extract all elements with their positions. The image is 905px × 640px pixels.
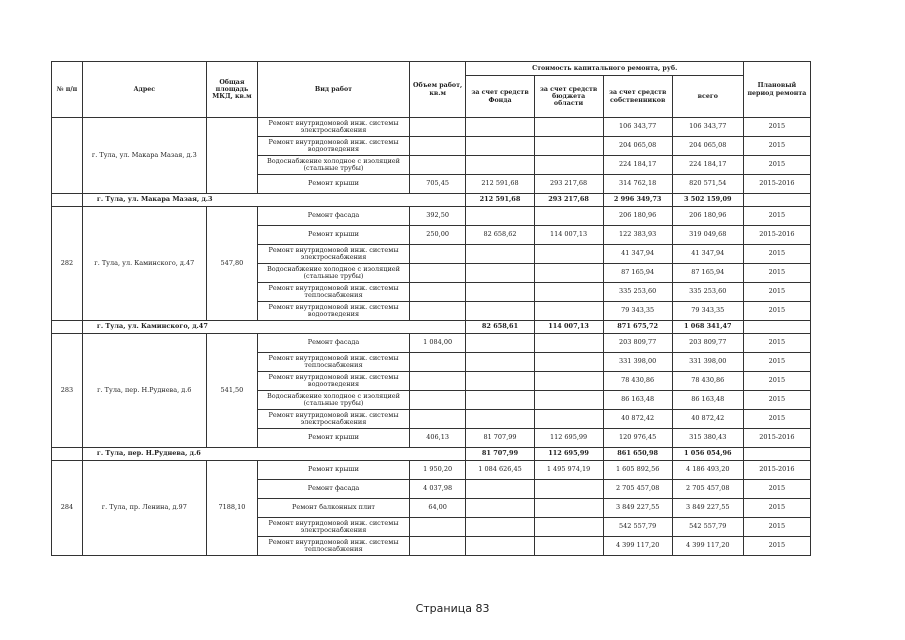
total-address: г. Тула, ул. Макара Мазая, д.3 (82, 194, 466, 207)
header-area: Общая площадь МКД, кв.м (206, 62, 258, 118)
total-region: 112 695,99 (534, 448, 603, 461)
total-row (52, 321, 811, 334)
row-work-type: Ремонт фасада (258, 207, 410, 226)
row-total: 78 430,86 (672, 372, 743, 391)
row-fund (466, 283, 534, 302)
row-work-type: Ремонт крыши (258, 175, 410, 194)
row-total: 315 380,43 (672, 429, 743, 448)
row-total: 86 163,48 (672, 391, 743, 410)
table-row (52, 207, 811, 226)
row-region (534, 245, 603, 264)
row-volume: 64,00 (409, 499, 466, 518)
row-work-type: Ремонт фасада (258, 480, 410, 499)
row-owners: 224 184,17 (603, 156, 672, 175)
row-area (206, 118, 258, 194)
row-region: 1 495 974,19 (534, 461, 603, 480)
header-fund: за счет средств Фонда (466, 76, 534, 118)
row-volume (409, 118, 466, 137)
total-region: 293 217,68 (534, 194, 603, 207)
row-owners: 40 872,42 (603, 410, 672, 429)
total-blank (52, 448, 83, 461)
row-total: 224 184,17 (672, 156, 743, 175)
header-no: № п/п (52, 62, 83, 118)
total-owners: 861 650,98 (603, 448, 672, 461)
row-volume (409, 391, 466, 410)
row-fund (466, 499, 534, 518)
row-owners: 78 430,86 (603, 372, 672, 391)
row-owners: 87 165,94 (603, 264, 672, 283)
row-owners: 2 705 457,08 (603, 480, 672, 499)
row-region (534, 372, 603, 391)
row-owners: 106 343,77 (603, 118, 672, 137)
row-fund (466, 480, 534, 499)
row-work-type: Ремонт балконных плит (258, 499, 410, 518)
table-row (52, 461, 811, 480)
row-region (534, 156, 603, 175)
row-period: 2015-2016 (743, 226, 810, 245)
row-volume: 1 084,00 (409, 334, 466, 353)
row-work-type: Ремонт внутридомовой инж. системы электроснабжения (258, 118, 410, 137)
row-period: 2015 (743, 156, 810, 175)
header-volume: Объем работ, кв.м (409, 62, 466, 118)
row-address: г. Тула, ул. Макара Мазая, д.3 (82, 118, 206, 194)
table-row (52, 118, 811, 137)
header-owners: за счет средств собственников (603, 76, 672, 118)
row-region (534, 353, 603, 372)
row-total: 335 253,60 (672, 283, 743, 302)
row-work-type: Водоснабжение холодное с изоляцией (стальные трубы) (258, 156, 410, 175)
row-owners: 41 347,94 (603, 245, 672, 264)
row-work-type: Ремонт внутридомовой инж. системы теплоснабжения (258, 283, 410, 302)
row-address: г. Тула, пр. Ленина, д.97 (82, 461, 206, 556)
row-volume (409, 283, 466, 302)
row-owners: 206 180,96 (603, 207, 672, 226)
row-period: 2015 (743, 245, 810, 264)
row-address: г. Тула, ул. Каминского, д.47 (82, 207, 206, 321)
row-work-type: Ремонт внутридомовой инж. системы электроснабжения (258, 245, 410, 264)
row-region: 114 007,13 (534, 226, 603, 245)
row-total: 41 347,94 (672, 245, 743, 264)
row-owners: 4 399 117,20 (603, 537, 672, 556)
row-volume (409, 353, 466, 372)
row-volume (409, 518, 466, 537)
total-sum: 1 056 054,96 (672, 448, 743, 461)
header-work-type: Вид работ (258, 62, 410, 118)
row-work-type: Ремонт внутридомовой инж. системы теплоснабжения (258, 537, 410, 556)
row-owners: 122 383,93 (603, 226, 672, 245)
row-volume (409, 537, 466, 556)
total-owners: 2 996 349,73 (603, 194, 672, 207)
capital-repair-table (51, 61, 811, 556)
total-row (52, 448, 811, 461)
row-work-type: Ремонт внутридомовой инж. системы электроснабжения (258, 410, 410, 429)
row-work-type: Водоснабжение холодное с изоляцией (стальные трубы) (258, 391, 410, 410)
row-number: 284 (52, 461, 83, 556)
row-period: 2015 (743, 391, 810, 410)
total-region: 114 007,13 (534, 321, 603, 334)
row-volume: 1 950,20 (409, 461, 466, 480)
row-total: 331 398,00 (672, 353, 743, 372)
row-region (534, 207, 603, 226)
row-period: 2015-2016 (743, 175, 810, 194)
row-work-type: Ремонт крыши (258, 429, 410, 448)
row-period: 2015 (743, 499, 810, 518)
total-sum: 1 068 341,47 (672, 321, 743, 334)
row-period: 2015 (743, 118, 810, 137)
row-fund (466, 264, 534, 283)
row-volume: 705,45 (409, 175, 466, 194)
row-volume: 250,00 (409, 226, 466, 245)
row-volume (409, 264, 466, 283)
row-total: 87 165,94 (672, 264, 743, 283)
row-region (534, 480, 603, 499)
row-period: 2015 (743, 372, 810, 391)
total-fund: 81 707,99 (466, 448, 534, 461)
table-row (52, 334, 811, 353)
row-area: 541,50 (206, 334, 258, 448)
row-total: 319 049,68 (672, 226, 743, 245)
row-total: 542 557,79 (672, 518, 743, 537)
row-volume: 406,13 (409, 429, 466, 448)
total-fund: 82 658,61 (466, 321, 534, 334)
row-total: 203 809,77 (672, 334, 743, 353)
total-period (743, 321, 810, 334)
row-work-type: Ремонт фасада (258, 334, 410, 353)
row-fund (466, 245, 534, 264)
row-area: 547,80 (206, 207, 258, 321)
row-period: 2015 (743, 302, 810, 321)
row-fund (466, 410, 534, 429)
row-owners: 86 163,48 (603, 391, 672, 410)
row-volume (409, 156, 466, 175)
row-region (534, 283, 603, 302)
row-owners: 335 253,60 (603, 283, 672, 302)
row-owners: 120 976,45 (603, 429, 672, 448)
row-fund (466, 334, 534, 353)
row-work-type: Ремонт внутридомовой инж. системы водоотведения (258, 302, 410, 321)
header-total: всего (672, 76, 743, 118)
row-fund: 212 591,68 (466, 175, 534, 194)
row-period: 2015 (743, 264, 810, 283)
row-work-type: Ремонт внутридомовой инж. системы водоотведения (258, 137, 410, 156)
row-owners: 203 809,77 (603, 334, 672, 353)
total-owners: 871 675,72 (603, 321, 672, 334)
row-region (534, 518, 603, 537)
row-fund (466, 156, 534, 175)
row-number: 282 (52, 207, 83, 321)
header-cost-group: Стоимость капитального ремонта, руб. (466, 62, 743, 76)
row-total: 820 571,54 (672, 175, 743, 194)
row-region: 293 217,68 (534, 175, 603, 194)
row-address: г. Тула, пер. Н.Руднева, д.6 (82, 334, 206, 448)
row-fund (466, 537, 534, 556)
row-fund (466, 518, 534, 537)
row-period: 2015-2016 (743, 429, 810, 448)
row-owners: 79 343,35 (603, 302, 672, 321)
row-owners: 314 762,18 (603, 175, 672, 194)
row-fund (466, 353, 534, 372)
row-region: 112 695,99 (534, 429, 603, 448)
row-fund (466, 391, 534, 410)
row-region (534, 334, 603, 353)
row-region (534, 499, 603, 518)
header-period: Плановый период ремонта (743, 62, 810, 118)
row-work-type: Водоснабжение холодное с изоляцией (стальные трубы) (258, 264, 410, 283)
row-region (534, 137, 603, 156)
row-fund (466, 207, 534, 226)
total-period (743, 448, 810, 461)
total-fund: 212 591,68 (466, 194, 534, 207)
row-number: 283 (52, 334, 83, 448)
row-region (534, 537, 603, 556)
total-address: г. Тула, пер. Н.Руднева, д.6 (82, 448, 466, 461)
row-total: 40 872,42 (672, 410, 743, 429)
row-volume (409, 372, 466, 391)
row-owners: 1 605 892,56 (603, 461, 672, 480)
row-total: 206 180,96 (672, 207, 743, 226)
row-region (534, 264, 603, 283)
header-address: Адрес (82, 62, 206, 118)
total-row (52, 194, 811, 207)
row-owners: 204 065,08 (603, 137, 672, 156)
total-address: г. Тула, ул. Каминского, д.47 (82, 321, 466, 334)
row-period: 2015 (743, 518, 810, 537)
row-work-type: Ремонт крыши (258, 226, 410, 245)
row-total: 4 186 493,20 (672, 461, 743, 480)
row-owners: 3 849 227,55 (603, 499, 672, 518)
row-period: 2015 (743, 334, 810, 353)
total-blank (52, 194, 83, 207)
row-volume (409, 302, 466, 321)
row-area: 7188,10 (206, 461, 258, 556)
row-fund: 1 084 626,45 (466, 461, 534, 480)
row-work-type: Ремонт крыши (258, 461, 410, 480)
row-total: 79 343,35 (672, 302, 743, 321)
row-fund (466, 118, 534, 137)
row-volume (409, 245, 466, 264)
row-volume: 392,50 (409, 207, 466, 226)
row-fund: 82 658,62 (466, 226, 534, 245)
row-period: 2015 (743, 283, 810, 302)
row-total: 3 849 227,55 (672, 499, 743, 518)
row-work-type: Ремонт внутридомовой инж. системы теплоснабжения (258, 353, 410, 372)
row-total: 2 705 457,08 (672, 480, 743, 499)
row-region (534, 410, 603, 429)
total-sum: 3 502 159,09 (672, 194, 743, 207)
row-number (52, 118, 83, 194)
header-region: за счет средств бюджета области (534, 76, 603, 118)
row-fund (466, 372, 534, 391)
row-region (534, 118, 603, 137)
row-volume (409, 410, 466, 429)
row-region (534, 391, 603, 410)
row-volume (409, 137, 466, 156)
row-owners: 542 557,79 (603, 518, 672, 537)
row-period: 2015 (743, 410, 810, 429)
row-period: 2015 (743, 207, 810, 226)
total-blank (52, 321, 83, 334)
row-period: 2015 (743, 353, 810, 372)
row-fund (466, 137, 534, 156)
row-work-type: Ремонт внутридомовой инж. системы электроснабжения (258, 518, 410, 537)
row-total: 106 343,77 (672, 118, 743, 137)
row-period: 2015 (743, 480, 810, 499)
row-owners: 331 398,00 (603, 353, 672, 372)
row-period: 2015-2016 (743, 461, 810, 480)
row-volume: 4 037,98 (409, 480, 466, 499)
row-region (534, 302, 603, 321)
row-fund: 81 707,99 (466, 429, 534, 448)
total-period (743, 194, 810, 207)
row-period: 2015 (743, 537, 810, 556)
row-fund (466, 302, 534, 321)
row-period: 2015 (743, 137, 810, 156)
row-total: 4 399 117,20 (672, 537, 743, 556)
row-work-type: Ремонт внутридомовой инж. системы водоотведения (258, 372, 410, 391)
page-number: Страница 83 (415, 602, 490, 615)
row-total: 204 065,08 (672, 137, 743, 156)
